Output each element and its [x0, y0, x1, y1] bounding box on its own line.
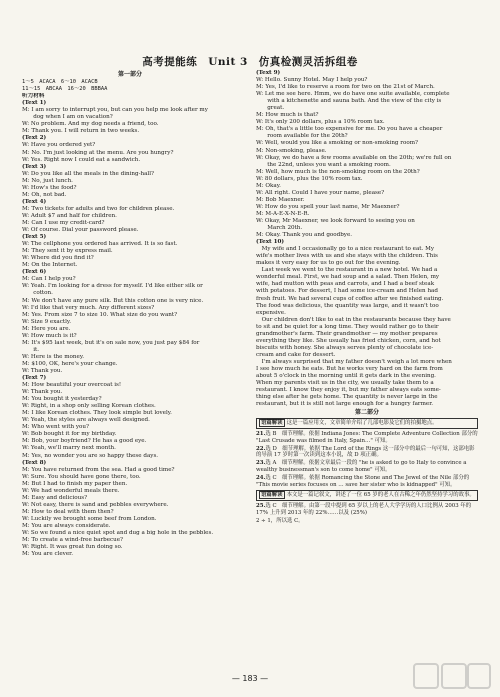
transcript-line: M: Who went with you?	[22, 424, 89, 431]
explanation-item	[256, 475, 478, 489]
passage-analysis-box	[256, 490, 478, 501]
transcript-line: dog when I am on vacation?	[22, 114, 113, 121]
transcript-line: M: Two tickets for adults and two for children please.	[22, 205, 175, 212]
explanation-item	[256, 503, 478, 517]
transcript-line: great.	[256, 105, 285, 112]
transcript-line: M: Easy and delicious?	[22, 494, 88, 501]
answer-explanations	[256, 503, 478, 524]
section-heading-part-one: 第一部分	[117, 71, 142, 78]
transcript-line: M: I like Korean clothes. They look simple but lovely.	[22, 410, 172, 417]
transcript-line: W: Thank you.	[22, 389, 63, 396]
passage-analysis-text: 本文是一篇记叙文，讲述了一位 65 岁的老人在古稀之年仍然坚持学习的故事。	[286, 492, 475, 499]
transcript-line: to sit and be quiet for a long time. They would rather go to their	[256, 323, 439, 330]
explanation-text: 选 C 细节理解。由第一段中提到 65 岁以上的老人大学学历的人口比例从 2003 年的 17% 上升到 2013 年的 22%……以及 (25%)	[256, 503, 472, 517]
transcript-line: M: How to deal with them then?	[22, 508, 114, 515]
transcript-line: W: How much is it?	[22, 332, 77, 339]
transcript-line: W: Sure. You should have gone there, too.	[22, 473, 141, 480]
transcript-line: M: Okay. Thank you and goodbye.	[256, 232, 353, 239]
transcript-line: M: To create a wind-free barbecue?	[22, 537, 124, 544]
explanation-text: 选 A 细节理解。依据文章最后一段的 "he is asked to go to Italy to convince a wealthy businessman's son to come home" 可知。	[256, 460, 467, 474]
transcript-line: W: Do you like all the meals in the dining-hall?	[22, 170, 154, 177]
explanation-item	[256, 518, 478, 525]
transcript-line: I see how much he eats. But he works very hard on the farm from	[256, 365, 443, 372]
transcript-line: W: We had wonderful meals there.	[22, 487, 120, 494]
transcript-line: M: Oh, not bad.	[22, 191, 67, 198]
transcript-line: M: You have returned from the sea. Had a good time?	[22, 466, 175, 473]
listening-material-label: 听力材料	[22, 93, 45, 100]
transcript-line: thing else after he gets home. The quantity is never large in the	[256, 394, 438, 401]
transcript-line: I'm always surprised that my father doesn't weigh a lot more when	[256, 358, 452, 365]
transcript-line: M: How much is that?	[256, 112, 319, 119]
transcript-line: W: Yeah, we'll marry next month.	[22, 445, 116, 452]
explanation-text: 选 C 细节理解。依据 Romancing the Stone and The Jewel of the Nile 部分的 "This movie series focuses on … save her sister who is kidnapped" 可知。	[256, 474, 470, 488]
text-heading: (Text 2)	[22, 135, 47, 142]
transcript-line: restaurant, but it is still not large enough for a hungry farmer.	[256, 401, 434, 408]
question-number: 22.	[256, 445, 266, 452]
transcript-line: M: But I had to finish my paper then.	[22, 480, 128, 487]
explanation-text: 选 B 细节理解。依据 Indiana Jones: The Complete Adventure Collection 部分的 "Last Crusade was filmed in Italy, Spain…" 可知。	[256, 431, 478, 444]
section-heading-part-two: 第二部分	[354, 409, 379, 417]
transcript-line: M: You bought it yesterday?	[22, 396, 102, 403]
transcript-line: wonderful meal. First, we had soup and a salad. Then Helen, my	[256, 274, 440, 281]
transcript-line: M: Yes, no wonder you are so happy these days.	[22, 452, 159, 459]
text-heading: (Text 9)	[256, 70, 281, 76]
transcript-line: M: M-A-E-X-N-E-R.	[256, 210, 310, 217]
transcript-line: M: On the Internet.	[22, 262, 78, 269]
transcript-line: W: No problem. And my dog needs a friend, too.	[22, 121, 159, 128]
transcript-line: M: How beautiful your overcoat is!	[22, 382, 122, 389]
transcript-line: The food was delicious, the quantity was large, and it wasn't too	[256, 302, 439, 309]
transcript-line: M: It's $95 last week, but it's on sale now, you just pay $84 for	[22, 339, 200, 346]
transcript-line: W: Adult $7 and half for children.	[22, 212, 117, 219]
explanation-text: 选 D 细节理解。依据 The Lord of the Rings 这一部分中的最后一句可知，这部电影的导演 17 岁时第一次读到这本小说，故 D 项正确。	[256, 445, 475, 459]
transcript-line: W: Of course. Dial your password please.	[22, 227, 139, 234]
transcript-line: the 22nd, unless you want a smoking room.	[256, 161, 391, 168]
page-number: — 183 —	[231, 674, 269, 683]
answer-explanations	[256, 431, 478, 488]
transcript-line: W: Where did you find it?	[22, 255, 94, 262]
transcript-line: W: How's the food?	[22, 184, 77, 191]
transcript-line: biscuits with honey. She always serves plenty of chocolate ice-	[256, 344, 434, 351]
right-column	[256, 70, 478, 526]
answer-key-line: 11～15 ABCAA 16～20 BBBAA	[22, 86, 108, 93]
transcript-line: W: 80 dollars, plus the 10% room tax.	[256, 175, 363, 182]
transcript-line: When my parents visit us in the city, we usually take them to a	[256, 380, 434, 387]
transcript-line: expensive.	[256, 309, 286, 316]
transcript-line: M: Bob, your boyfriend? He has a good eye.	[22, 438, 147, 445]
passage-analysis-box	[256, 418, 478, 429]
transcript-line: W: Thank you.	[22, 367, 63, 374]
transcript-line: restaurant. I know they enjoy it, but my father always eats some-	[256, 387, 441, 394]
transcript-line: W: Okay, Mr Maexner, we look forward to seeing you on	[256, 217, 415, 224]
transcript-line: W: It's only 200 dollars, plus a 10% room tax.	[256, 119, 385, 126]
transcript-line: W: I'd like that very much. Any different sizes?	[22, 304, 155, 311]
explanation-item	[256, 431, 478, 445]
transcript-line: with potatoes. For dessert, I had some ice-cream and Helen had	[256, 288, 438, 295]
transcript-line: M: Yes. From size 7 to size 10. What size do you want?	[22, 311, 178, 318]
text-heading: (Text 1)	[22, 100, 47, 107]
transcript-line: M: $100, OK, here's your change.	[22, 360, 118, 367]
explanation-text: 2 ÷ 1，所以选 C。	[256, 517, 304, 524]
transcript-line: M: Here you are.	[22, 325, 71, 332]
transcript-line: fresh fruit. We had several cups of coffee after we finished eating.	[256, 295, 444, 302]
text-heading: (Text 6)	[22, 269, 47, 276]
explanation-item	[256, 460, 478, 474]
transcript-line: M: Can I use my credit-card?	[22, 219, 105, 226]
transcript-line: makes it very easy for us to go out for the evening.	[256, 260, 401, 267]
transcript-line: W: Right. It was great fun doing so.	[22, 544, 123, 551]
transcript-line: M: Yes, I'd like to reserve a room for two on the 21st of March.	[256, 84, 435, 91]
transcript-line: W: So we found a nice quiet spot and dug a big hole in the pebbles.	[22, 530, 214, 537]
transcript-line: M: Well, how much is the non-smoking room on the 20th?	[256, 168, 420, 175]
transcript-line: W: Yes. Right now I could eat a sandwich.	[22, 156, 141, 163]
transcript-line: W: Hello. Sunny Hotel. May I help you?	[256, 77, 368, 84]
answer-key-line: 1～5 ACACA 6～10 ACACB	[22, 79, 98, 86]
transcript-line: W: Yeah, the styles are always well designed.	[22, 417, 150, 424]
text-heading: (Text 8)	[22, 459, 47, 466]
transcript-line: M: I am sorry to interrupt you, but can you help me look after my	[22, 107, 208, 114]
text-heading: (Text 3)	[22, 163, 47, 170]
passage-analysis-text: 这是一篇应用文，文章简单介绍了几部电影及它们的拍摄地点。	[286, 420, 438, 427]
text-heading: (Text 7)	[22, 375, 47, 382]
transcript-line: grandmother's farm. Their grandmother — my mother prepares	[256, 330, 438, 337]
passage-analysis-label: 语篇解读	[261, 420, 283, 427]
transcript-line: W: Here is the money.	[22, 353, 85, 360]
transcript-line: M: You are always considerate.	[22, 523, 111, 529]
transcript-line: W: Let me see here. Hmm, we do have one suite available, complete	[256, 91, 450, 98]
transcript-line: W: Well, would you like a smoking or non-smoking room?	[256, 140, 419, 147]
transcript-line: M: You are clever.	[22, 551, 73, 558]
transcript-line: with a kitchenette and sauna bath. And the view of the city is	[256, 98, 442, 105]
transcript-line: cream and cake for dessert.	[256, 351, 336, 358]
transcript-line: My wife and I occasionally go to a nice restaurant to eat. My	[256, 246, 434, 253]
transcript-line: wife's mother lives with us and she stays with the children. This	[256, 253, 438, 260]
transcript-line: wife, had mutton with peas and carrots, and I had a beef steak	[256, 281, 435, 288]
text-heading: (Text 4)	[22, 198, 47, 205]
transcript-line: W: Bob bought it for my birthday.	[22, 431, 117, 438]
transcript-line: about 5 o'clock in the morning until it gets dark in the evening.	[256, 373, 436, 380]
transcript-line: room available for the 20th?	[256, 133, 348, 140]
watermark-logo-icon	[412, 660, 492, 692]
transcript-line: it.	[22, 346, 40, 353]
transcript-line: M: No. I'm just looking at the menu. Are you hungry?	[22, 149, 174, 156]
transcript-line: W: Yeah. I'm looking for a dress for myself. I'd like either silk or	[22, 283, 203, 290]
transcript-line: cotton.	[22, 290, 53, 297]
transcript-line: M: We don't have any pure silk. But this cotton one is very nice.	[22, 297, 204, 304]
text-heading: (Text 5)	[22, 234, 47, 241]
transcript-line: W: Right, in a shop only selling Korean clothes.	[22, 403, 156, 410]
transcript-line: M: Bob Maexner.	[256, 196, 305, 203]
transcript-line: M: Can I help you?	[22, 276, 76, 283]
transcript-line: M: Thank you. I will return in two weeks.	[22, 128, 140, 135]
explanation-item	[256, 446, 478, 460]
transcript-line: Last week we went to the restaurant in a new hotel. We had a	[256, 267, 438, 274]
left-column	[22, 70, 238, 558]
transcript-line: March 20th.	[256, 225, 303, 232]
transcript-line: W: All right. Could I have your name, please?	[256, 189, 385, 196]
transcript-line: W: Not easy, there is sand and pebbles everywhere.	[22, 501, 169, 508]
question-number: 23.	[256, 460, 266, 467]
transcript-line: everything they like. She usually has fried chicken, corn, and hot	[256, 337, 441, 344]
transcript-line: M: They sent it by express mail.	[22, 248, 113, 255]
question-number: 21.	[256, 431, 266, 438]
transcript-line: W: How do you spell your last name, Mr Maexner?	[256, 203, 400, 210]
transcript-line: M: No, just lunch.	[22, 177, 73, 184]
question-number: 24.	[256, 474, 266, 481]
question-number: 25.	[256, 503, 266, 510]
transcript-line: W: The cellphone you ordered has arrived. It is so fast.	[22, 241, 178, 248]
transcript-line: W: Size 9 exactly.	[22, 318, 72, 325]
listening-transcript	[22, 100, 238, 558]
listening-transcript-continued	[256, 70, 478, 408]
transcript-line: Our children don't like to eat in the restaurants because they have	[256, 316, 451, 323]
transcript-line: W: Have you ordered yet?	[22, 142, 96, 149]
transcript-line: M: Okay.	[256, 182, 281, 189]
transcript-line: M: Non-smoking, please.	[256, 147, 327, 154]
page-title: 高考提能练 Unit 3 仿真检测灵活拆组卷	[142, 56, 358, 68]
transcript-line: W: Luckily we brought some beef from London.	[22, 515, 157, 522]
transcript-line: W: Okay, we do have a few rooms available on the 20th; we're full on	[256, 154, 452, 161]
transcript-line: M: Oh, that's a little too expensive for me. Do you have a cheaper	[256, 126, 443, 133]
passage-analysis-label: 语篇解读	[261, 492, 283, 499]
text-heading: (Text 10)	[256, 239, 285, 246]
